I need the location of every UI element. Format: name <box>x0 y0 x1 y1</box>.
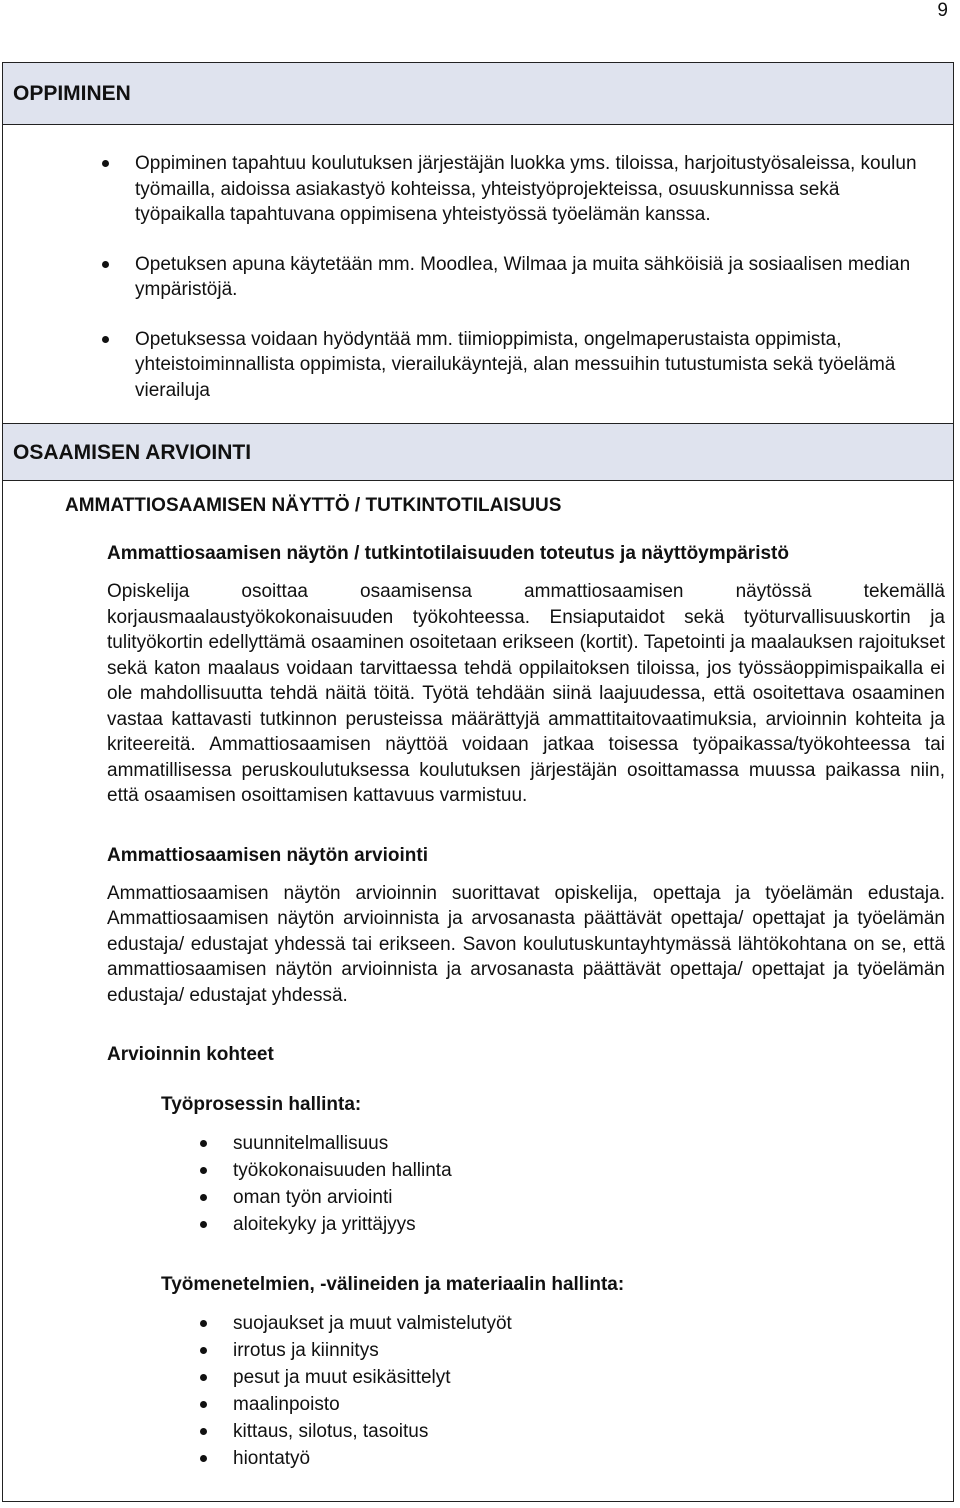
bullet-icon <box>200 1140 207 1147</box>
oppiminen-list <box>3 151 953 403</box>
tyoprosessi-heading: Työprosessin hallinta: <box>161 1094 362 1115</box>
list-item-text: oman työn arviointi <box>233 1187 393 1208</box>
list-item-text: Opetuksessa voidaan hyödyntää mm. tiimioppimista, ongelmaperustaista oppimista, yhteistoiminnallista oppimista, vierailukäyntejä, alan messuihin tutustumista sekä työelämä vierailuja <box>135 328 896 401</box>
list-item <box>3 1364 953 1391</box>
tyoprosessi-list <box>3 1130 953 1238</box>
list-item-text: työkokonaisuuden hallinta <box>233 1160 452 1181</box>
bullet-icon <box>200 1167 207 1174</box>
list-item <box>3 1211 953 1238</box>
kohteet-heading: Arvioinnin kohteet <box>107 1044 274 1065</box>
list-item <box>3 1337 953 1364</box>
list-item-text: suunnitelmallisuus <box>233 1133 389 1154</box>
subsection-heading: AMMATTIOSAAMISEN NÄYTTÖ / TUTKINTOTILAISUUS <box>65 495 562 516</box>
list-item-text: aloitekyky ja yrittäjyys <box>233 1214 416 1235</box>
list-item <box>3 327 953 404</box>
list-item <box>3 151 953 228</box>
section-heading-oppiminen: OPPIMINEN <box>3 63 953 125</box>
bullet-icon <box>200 1401 207 1408</box>
bullet-icon <box>200 1374 207 1381</box>
tyomenetelmat-heading: Työmenetelmien, -välineiden ja materiaalin hallinta: <box>161 1274 625 1295</box>
bullet-icon <box>102 160 109 167</box>
list-item <box>3 252 953 303</box>
bullet-icon <box>200 1194 207 1201</box>
tyomenetelmat-list <box>3 1310 953 1472</box>
list-item <box>3 1391 953 1418</box>
section-heading-arviointi: OSAAMISEN ARVIOINTI <box>3 423 953 481</box>
bullet-icon <box>102 261 109 268</box>
page-number: 9 <box>937 0 948 21</box>
arviointi-paragraph: Ammattiosaamisen näytön arvioinnin suorittavat opiskelija, opettaja ja työelämän edustaja. Ammattiosaamisen näytön arvioinnista ja arvosanasta päättävät opettaja/ opettajat ja työelämän edustaja/ edustajat yhdessä tai erikseen. Savon koulutuskuntayhtymässä lähtökohtana on se, että ammattiosaamisen näytön arvioinnista ja arvosanasta päättävät opettaja/ opettajat ja työelämän edustaja/ edustajat yhdessä. <box>107 882 945 1006</box>
list-item <box>3 1445 953 1472</box>
content-frame <box>2 62 954 1502</box>
list-item-text: irrotus ja kiinnitys <box>233 1340 379 1361</box>
bullet-icon <box>200 1428 207 1435</box>
bullet-icon <box>200 1221 207 1228</box>
arviointi-heading: Ammattiosaamisen näytön arviointi <box>107 844 428 866</box>
list-item-text: maalinpoisto <box>233 1394 340 1415</box>
list-item-text: hiontatyö <box>233 1448 311 1469</box>
list-item-text: kittaus, silotus, tasoitus <box>233 1421 429 1442</box>
toteutus-paragraph: Opiskelija osoittaa osaamisensa ammattiosaamisen näytössä tekemällä korjausmaalaustyökokonaisuuden työkohteessa. Ensiaputaidot sekä työturvallisuuskortin ja tulityökortin edellyttämä osaaminen osoitetaan erikseen (kortit). Tapetointi ja maalauksen rajoitukset sekä katon maalaus voidaan tarvittaessa tehdä oppilaitoksen tiloissa, jos työssäoppimispaikalla ei ole mahdollisuutta tehdä näitä töitä. Työtä tehdään siinä laajuudessa, että osoitettava osaaminen vastaa kattavasti tutkinnon perusteissa määrättyjä ammattitaitovaatimuksia, arvioinnin kohteita ja kriteereitä. Ammattiosaamisen näyttöä voidaan jatkaa toisessa työpaikassa/työkohteessa tai ammatillisessa peruskoulutuksessa koulutuksen järjestäjän osoittamassa muussa paikassa niin, että osaamisen osoittamisen kattavuus varmistuu. <box>107 581 945 806</box>
list-item <box>3 1157 953 1184</box>
toteutus-heading: Ammattiosaamisen näytön / tutkintotilaisuuden toteutus ja näyttöympäristö <box>107 543 789 564</box>
bullet-icon <box>200 1347 207 1354</box>
bullet-icon <box>200 1455 207 1462</box>
list-item-text: Opetuksen apuna käytetään mm. Moodlea, Wilmaa ja muita sähköisiä ja sosiaalisen median ympäristöjä. <box>135 253 911 300</box>
list-item <box>3 1418 953 1445</box>
list-item-text: pesut ja muut esikäsittelyt <box>233 1367 451 1388</box>
list-item <box>3 1130 953 1157</box>
list-item <box>3 1310 953 1337</box>
list-item <box>3 1184 953 1211</box>
bullet-icon <box>200 1320 207 1327</box>
bullet-icon <box>102 336 109 343</box>
list-item-text: Oppiminen tapahtuu koulutuksen järjestäjän luokka yms. tiloissa, harjoitustyösaleissa, koulun työmailla, aidoissa asiakastyö kohteissa, yhteistyöprojekteissa, osuuskunnissa sekä työpaikalla tapahtuvana oppimisena yhteistyössä työelämän kanssa. <box>135 153 917 225</box>
list-item-text: suojaukset ja muut valmistelutyöt <box>233 1313 512 1334</box>
